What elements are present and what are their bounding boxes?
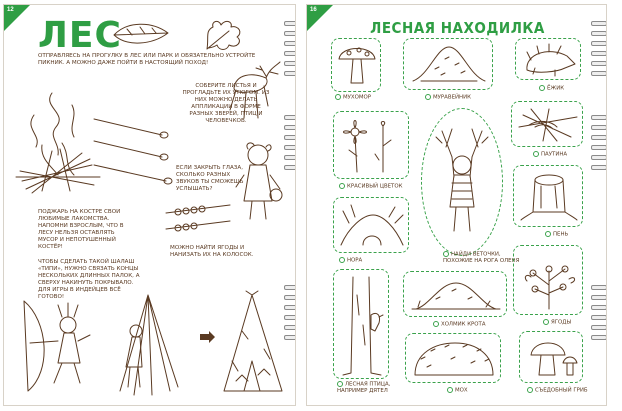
molehill-icon — [410, 277, 502, 313]
flower-icon — [339, 116, 405, 176]
woodpecker-label: ЛЕСНАЯ ПТИЦА, НАПРИМЕР ДЯТЕЛ — [337, 381, 391, 394]
hedgehog-label: ЁЖИК — [539, 85, 564, 92]
sounds-tip: ЕСЛИ ЗАКРЫТЬ ГЛАЗА, СКОЛЬКО РАЗНЫХ ЗВУКОВ ТЫ СМОЖЕШЬ УСЛЫШАТЬ? — [176, 165, 244, 192]
checkbox-icon[interactable] — [337, 381, 343, 387]
woodpecker-box — [333, 269, 389, 379]
moss-box — [405, 333, 501, 383]
page-number: 12 — [7, 7, 14, 13]
leaves-tip: СОБЕРИТЕ ЛИСТЬЯ И ПРОГЛАДЬТЕ ИХ УТЮГОМ. ИЗ НИХ МОЖНО ДЕЛАТЬ АППЛИКАЦИИ В ФОРМЕ РАЗНЫХ ЗВЕРЕЙ, ПТИЦ И ЧЕЛОВЕЧКОВ. — [182, 83, 270, 124]
berries-tip: МОЖНО НАЙТИ ЯГОДЫ И НАНИЗАТЬ ИХ НА КОЛОСОК. — [170, 245, 254, 258]
flower-label: КРАСИВЫЙ ЦВЕТОК — [339, 183, 402, 190]
berry-bush-icon — [519, 251, 579, 311]
leaf-illustration — [112, 19, 172, 49]
checkbox-icon[interactable] — [339, 183, 345, 189]
mole-label: ХОЛМИК КРОТА — [433, 321, 486, 328]
stump-box — [513, 165, 583, 227]
twigs-label: НАЙДИ ВЕТОЧКИ, ПОХОЖИЕ НА РОГА ОЛЕНЯ — [443, 251, 520, 264]
anthill-box — [403, 38, 493, 90]
checkbox-icon[interactable] — [543, 319, 549, 325]
checkbox-icon[interactable] — [339, 257, 345, 263]
spiral-binding-bottom — [591, 285, 607, 345]
mushroom-box — [331, 38, 381, 92]
campfire-tip: ПОДЖАРЬ НА КОСТРЕ СВОИ ЛЮБИМЫЕ ЛАКОМСТВА. НАПОМНИ ВЗРОСЛЫМ, ЧТО В ЛЕСУ НЕЛЬЗЯ ОСТАВЛЯТЬ МУСОР И НЕПОТУШЕННЫЙ КОСТЁР! — [38, 209, 124, 250]
mushroom-label: МУХОМОР — [335, 94, 371, 101]
hedgehog-icon — [521, 44, 577, 76]
spiderweb-icon — [517, 107, 579, 143]
berries-box — [513, 245, 583, 315]
woodpecker-tree-icon — [339, 275, 385, 375]
flower-box — [333, 111, 409, 179]
checkbox-icon[interactable] — [527, 387, 533, 393]
twigs-oval — [421, 108, 503, 256]
checkbox-icon[interactable] — [545, 231, 551, 237]
checkbox-icon[interactable] — [335, 94, 341, 100]
checkbox-icon[interactable] — [533, 151, 539, 157]
burrow-label: НОРА — [339, 257, 362, 264]
arrow-icon — [200, 331, 216, 343]
checkbox-icon[interactable] — [443, 251, 449, 257]
edible-mushroom-box — [519, 331, 583, 383]
edible-mushroom-label: СЪЕДОБНЫЙ ГРИБ — [527, 387, 588, 394]
boy-antlers-illustration — [432, 121, 492, 241]
oak-leaf-illustration — [199, 17, 249, 57]
burrow-box — [333, 197, 409, 253]
stick-teepee-illustration — [112, 291, 182, 401]
web-label: ПАУТИНА — [533, 151, 567, 158]
cloth-teepee-illustration — [218, 291, 288, 401]
checkbox-icon[interactable] — [433, 321, 439, 327]
campfire-illustration — [12, 85, 102, 195]
burrow-icon — [339, 203, 405, 249]
anthill-icon — [409, 45, 489, 85]
page-number: 16 — [310, 7, 317, 13]
moss-label: МОХ — [447, 387, 468, 394]
moss-rock-icon — [411, 339, 497, 379]
left-page — [3, 4, 296, 406]
fly-agaric-icon — [337, 43, 377, 87]
page-title: ЛЕС — [38, 15, 122, 56]
page-title: ЛЕСНАЯ НАХОДИЛКА — [370, 19, 545, 37]
stump-label: ПЕНЬ — [545, 231, 568, 238]
spiral-binding-top — [284, 21, 296, 81]
berry-sticks-illustration — [164, 203, 236, 233]
spiral-binding-mid — [591, 115, 607, 175]
spiral-binding-top — [591, 21, 607, 81]
berries-label: ЯГОДЫ — [543, 319, 571, 326]
mole-box — [403, 271, 507, 317]
teepee-tip: ЧТОБЫ СДЕЛАТЬ ТАКОЙ ШАЛАШ «ТИПИ», НУЖНО СВЯЗАТЬ КОНЦЫ НЕСКОЛЬКИХ ДЛИННЫХ ПАЛОК, А СВЕРХУ НАКИНУТЬ ПОКРЫВАЛО. ДЛЯ ИГРЫ В ИНДЕЙЦЕВ ВСЁ ГОТОВО! — [38, 259, 140, 300]
porcini-mushroom-icon — [525, 337, 579, 379]
hedgehog-box — [515, 38, 581, 80]
spiral-binding-mid — [284, 115, 296, 175]
girl-illustration — [236, 141, 286, 221]
anthill-label: МУРАВЕЙНИК — [425, 94, 471, 101]
tree-stump-icon — [519, 170, 579, 222]
checkbox-icon[interactable] — [425, 94, 431, 100]
spiral-binding-bottom — [284, 285, 296, 345]
bow-indian-illustration — [18, 291, 98, 401]
skewers-illustration — [92, 115, 172, 195]
web-box — [511, 101, 583, 147]
right-page — [306, 4, 607, 406]
intro-text: ОТПРАВЛЯЕСЬ НА ПРОГУЛКУ В ЛЕС ИЛИ ПАРК И ОБЯЗАТЕЛЬНО УСТРОЙТЕ ПИКНИК. А МОЖНО ДАЖЕ ПОЙТИ В НАСТОЯЩИЙ ПОХОД! — [38, 53, 256, 66]
checkbox-icon[interactable] — [447, 387, 453, 393]
checkbox-icon[interactable] — [539, 85, 545, 91]
